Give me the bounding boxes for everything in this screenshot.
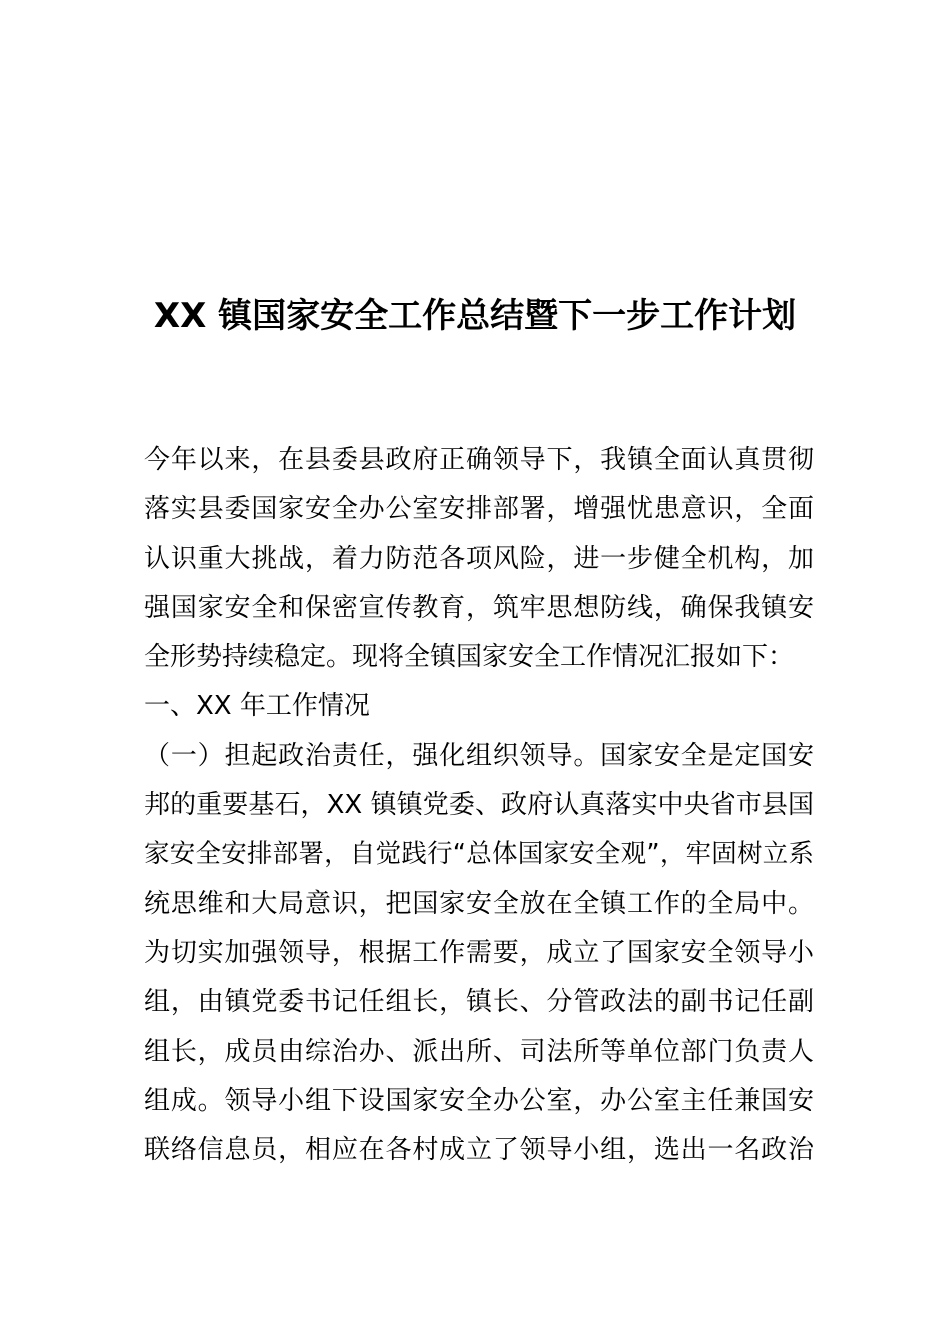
paragraph-line: 家安全安排部署，自觉践行“总体国家安全观”，牢固树立系 — [144, 839, 814, 870]
document-title: XX 镇国家安全工作总结暨下一步工作计划 — [153, 296, 797, 336]
paragraph-line: 今年以来，在县委县政府正确领导下，我镇全面认真贯彻 — [144, 445, 814, 475]
paragraph-line: 联络信息员，相应在各村成立了领导小组，选出一名政治 — [144, 1135, 814, 1166]
paragraph-line: 认识重大挑战，着力防范各项风险，进一步健全机构，加 — [144, 543, 814, 574]
paragraph-line: （一）担起政治责任，强化组织领导。国家安全是定国安 — [144, 740, 814, 771]
paragraph-line: 统思维和大局意识，把国家安全放在全镇工作的全局中。 — [144, 888, 814, 919]
paragraph-line: 组长，成员由综治办、派出所、司法所等单位部门负责人 — [144, 1036, 814, 1067]
paragraph-line: 全形势持续稳定。现将全镇国家安全工作情况汇报如下： — [144, 642, 795, 673]
section-heading: 一、XX 年工作情况 — [144, 691, 370, 722]
paragraph-line: 落实县委国家安全办公室安排部署，增强忧患意识，全面 — [144, 494, 814, 525]
paragraph-line: 组，由镇党委书记任组长，镇长、分管政法的副书记任副 — [144, 987, 814, 1018]
paragraph-line: 为切实加强领导，根据工作需要，成立了国家安全领导小 — [144, 937, 814, 968]
paragraph-line: 强国家安全和保密宣传教育，筑牢思想防线，确保我镇安 — [144, 592, 814, 623]
document-body — [144, 436, 814, 1175]
paragraph-line: 邦的重要基石，XX 镇镇党委、政府认真落实中央省市县国 — [144, 790, 814, 821]
paragraph-line: 组成。领导小组下设国家安全办公室，办公室主任兼国安 — [144, 1085, 814, 1116]
